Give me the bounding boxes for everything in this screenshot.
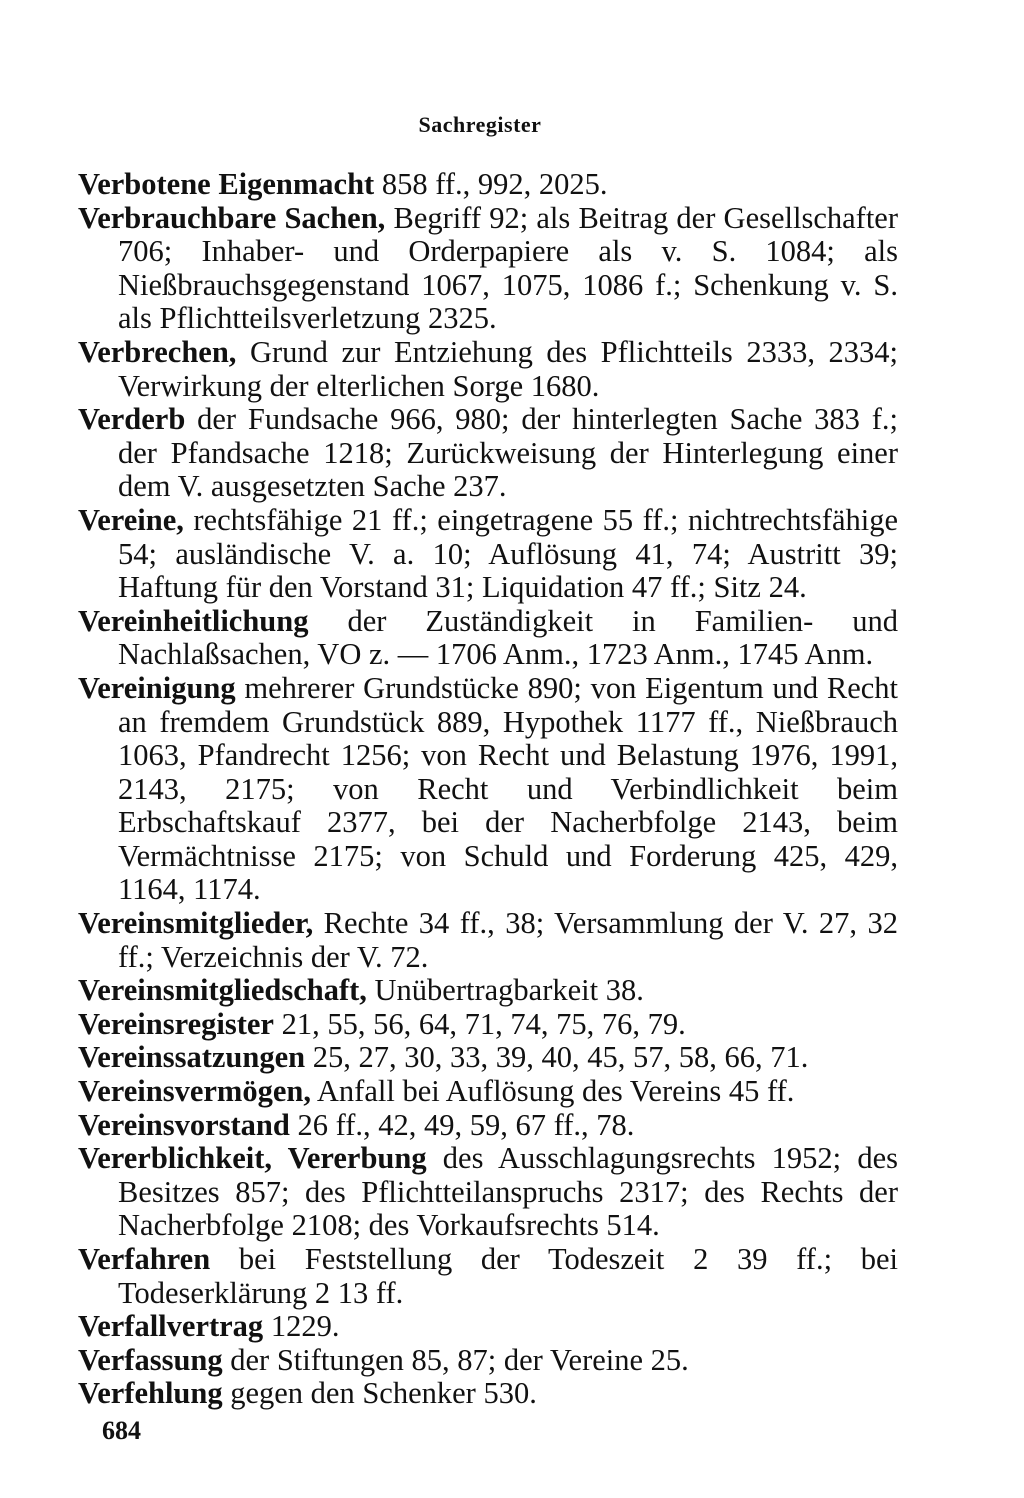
entry-term: Vereinsmitglieder, <box>78 906 314 941</box>
index-entry <box>78 672 898 907</box>
entry-text: der Stiftungen 85, 87; der Vereine 25. <box>222 1342 689 1377</box>
index-entry <box>78 1344 898 1378</box>
entry-text: 26 ff., 42, 49, 59, 67 ff., 78. <box>289 1107 635 1142</box>
entry-text: mehrerer Grundstücke 890; von Eigentum und Recht an fremdem Grundstück 889, Hypothek 1177 ff., Nießbrauch 1063, Pfandrecht 1256; von Recht und Belastung 1976, 1991, 2143, 2175; von Recht und Verbindlichkeit beim Erbschaftskauf 2377, bei der Nacherbfolge 2143, beim Vermächtnisse 2175; von Schuld und Forderung 425, 429, 1164, 1174. <box>118 670 898 907</box>
index-entry <box>78 1377 898 1411</box>
entry-text: 1229. <box>263 1309 340 1344</box>
index-entry <box>78 1008 898 1042</box>
index-entries <box>78 168 898 1411</box>
entry-term: Verfehlung <box>78 1376 223 1411</box>
entry-text: bei Feststellung der Todeszeit 2 39 ff.; bei Todeserklärung 2 13 ff. <box>118 1242 898 1310</box>
entry-text: Grund zur Entziehung des Pflichtteils 2333, 2334; Verwirkung der elterlichen Sorge 1680. <box>118 334 898 403</box>
entry-term: Vereinsregister <box>78 1006 274 1041</box>
index-entry <box>78 1075 898 1109</box>
entry-term: Vereinheitlichung <box>78 603 309 638</box>
entry-term: Verbotene Eigenmacht <box>78 167 375 201</box>
entry-text: der Zuständigkeit in Familien- und Nachlaßsachen, VO z. — 1706 Anm., 1723 Anm., 1745 Anm. <box>118 603 898 672</box>
entry-term: Verderb <box>78 402 186 437</box>
entry-text: Rechte 34 ff., 38; Versammlung der V. 27, 32 ff.; Verzeichnis der V. 72. <box>118 906 898 974</box>
entry-text: Anfall bei Auflösung des Vereins 45 ff. <box>310 1074 795 1109</box>
entry-term: Verfallvertrag <box>78 1309 264 1344</box>
index-entry <box>78 605 898 672</box>
index-entry <box>78 202 898 336</box>
entry-term: Verfahren <box>78 1242 211 1276</box>
index-entry <box>78 1142 898 1243</box>
entry-text: der Fundsache 966, 980; der hinterlegten Sache 383 f.; der Pfandsache 1218; Zurückweisung der Hinterlegung einer dem V. ausgesetzten Sache 237. <box>118 402 898 504</box>
index-entry <box>78 1310 898 1344</box>
entry-term: Vereinigung <box>78 670 236 705</box>
entry-term: Verbrauchbare Sachen, <box>78 200 386 235</box>
entry-term: Vereinssatzungen <box>78 1040 306 1075</box>
running-head: Sachregister <box>418 112 542 137</box>
entry-term: Verbrechen, <box>78 334 237 369</box>
entry-text: 858 ff., 992, 2025. <box>374 167 608 201</box>
index-entry <box>78 504 898 605</box>
index-entry <box>78 403 898 504</box>
index-entry <box>78 1041 898 1075</box>
entry-term: Verfassung <box>78 1342 223 1377</box>
entry-text: 21, 55, 56, 64, 71, 74, 75, 76, 79. <box>273 1006 686 1041</box>
entry-term: Vereinsmitgliedschaft, <box>78 973 367 1008</box>
entry-term: Vererblichkeit, Vererbung <box>78 1141 427 1176</box>
page-number: 684 <box>102 1416 141 1445</box>
entry-text: des Ausschlagungsrechts 1952; des Besitzes 857; des Pflichtteilanspruchs 2317; des Rechts der Nacherbfolge 2108; des Vorkaufsrechts 514. <box>118 1141 898 1243</box>
index-entry <box>78 1109 898 1143</box>
entry-term: Vereinsvorstand <box>78 1107 290 1142</box>
index-entry <box>78 907 898 974</box>
entry-text: Unübertragbarkeit 38. <box>366 973 644 1008</box>
entry-term: Vereine, <box>78 502 184 537</box>
index-entry <box>78 1243 898 1310</box>
entry-text: 25, 27, 30, 33, 39, 40, 45, 57, 58, 66, 71. <box>305 1040 809 1075</box>
entry-term: Vereinsvermögen, <box>78 1074 311 1109</box>
entry-text: gegen den Schenker 530. <box>222 1376 537 1411</box>
index-entry <box>78 336 898 403</box>
entry-text: Begriff 92; als Beitrag der Gesellschafter 706; Inhaber- und Orderpapiere als v. S. 1084; als Nießbrauchsgegenstand 1067, 1075, 1086 f.; Schenkung v. S. als Pflichtteilsverletzung 2325. <box>118 200 898 336</box>
index-entry <box>78 168 898 202</box>
entry-text: rechtsfähige 21 ff.; eingetragene 55 ff.; nichtrechtsfähige 54; ausländische V. a. 10; Auflösung 41, 74; Austritt 39; Haftung für den Vorstand 31; Liquidation 47 ff.; Sitz 24. <box>118 502 898 605</box>
index-entry <box>78 974 898 1008</box>
